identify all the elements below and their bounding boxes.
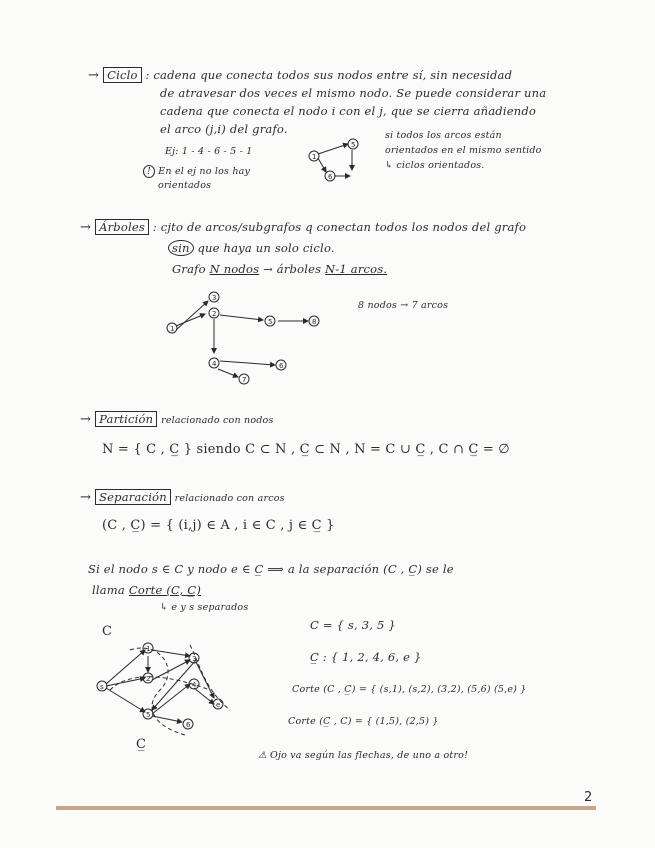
arboles-line-2: sin que haya un solo ciclo. — [168, 240, 335, 256]
arboles-line-1: → Árboles : cjto de arcos/subgrafos q conectan todos los nodos del grafo — [80, 220, 527, 235]
separacion-formula: (C , C̲) = { (i,j) ∈ A , i ∈ C , j ∈ C̲ } — [102, 518, 335, 533]
svg-text:7: 7 — [242, 376, 247, 384]
particion-formula: N = { C , C̲ } siendo C ⊂ N , C̲ ⊂ N , N = C ∪ C̲ , C ∩ C̲ = ∅ — [102, 442, 510, 457]
corte-warning: ⚠ Ojo va según las flechas, de uno a otro! — [258, 750, 469, 761]
corte-line-1: Si el nodo s ∈ C y nodo e ∈ C̲ ⟹ a la separación (C , C̲) se le — [88, 562, 454, 576]
ciclo-note-line-2: orientados — [158, 180, 212, 191]
set-c: C = { s, 3, 5 } — [310, 618, 396, 632]
arboles-term: Árboles — [95, 219, 149, 235]
right-arrow-icon: → — [80, 412, 92, 427]
corte-c-cunder: Corte (C , C̲) = { (s,1), (s,2), (3,2), (5,6) (5,e) } — [292, 684, 527, 695]
svg-text:3: 3 — [192, 655, 197, 663]
cut-graph-diagram — [90, 630, 290, 740]
graph-node-label: 6 — [328, 173, 333, 181]
corte-cunder-c: Corte (C̲ , C) = { (1,5), (2,5) } — [288, 716, 439, 727]
svg-text:6: 6 — [186, 721, 191, 729]
svg-text:3: 3 — [212, 294, 217, 302]
svg-text:5: 5 — [146, 711, 151, 719]
graph-node-label: 1 — [312, 153, 317, 161]
corte-line-2: llama Corte (C, C̲) — [92, 583, 202, 597]
separacion-term: Separación — [95, 489, 171, 505]
arboles-side-note: 8 nodos → 7 arcos — [358, 300, 449, 311]
warning-icon: ⚠ — [258, 750, 267, 761]
ciclo-note-line-1: ! En el ej no los hay — [143, 165, 250, 178]
corte-note: ↳ e y s separados — [160, 602, 249, 613]
ciclo-definition-line-1: → Ciclo : cadena que conecta todos sus nodos entre sí, sin necesidad — [88, 68, 513, 83]
svg-text:1: 1 — [170, 325, 175, 333]
svg-text:e: e — [216, 701, 221, 709]
particion-line: → Partición relacionado con nodos — [80, 412, 274, 427]
sin-circled: sin — [168, 240, 194, 256]
tree-diagram — [150, 285, 330, 390]
ciclo-definition-line-3: cadena que conecta el nodo i con el j, que se cierra añadiendo — [160, 104, 537, 118]
page-bottom-rule — [56, 806, 596, 810]
separacion-line: → Separación relacionado con arcos — [80, 490, 285, 505]
svg-text:4: 4 — [212, 360, 217, 368]
svg-text:s: s — [100, 683, 104, 691]
ciclo-example: Ej: 1 - 4 - 6 - 5 - 1 — [165, 146, 253, 157]
ciclo-definition-line-2: de atravesar dos veces el mismo nodo. Se puede considerar una — [160, 86, 547, 100]
label-set-c-under: C̲ — [136, 737, 147, 752]
svg-text:8: 8 — [312, 318, 317, 326]
right-arrow-icon: → — [80, 220, 92, 235]
ciclo-graph-diagram — [300, 132, 380, 192]
particion-term: Partición — [95, 411, 157, 427]
exclamation-icon: ! — [143, 165, 155, 178]
page-number: 2 — [584, 790, 593, 805]
label-set-c: C — [102, 624, 113, 639]
set-c-under: C̲ : { 1, 2, 4, 6, e } — [310, 650, 422, 664]
graph-node-label: 5 — [351, 141, 356, 149]
svg-text:5: 5 — [268, 318, 273, 326]
right-arrow-icon: → — [88, 68, 100, 83]
ciclo-definition-line-4: el arco (j,i) del grafo. — [160, 122, 288, 136]
svg-text:4: 4 — [192, 681, 197, 689]
right-arrow-icon: → — [80, 490, 92, 505]
svg-text:1: 1 — [146, 645, 151, 653]
ciclo-oriented-line-1: si todos los arcos están — [385, 130, 502, 141]
arboles-line-3: Grafo N nodos → árboles N-1 arcos. — [172, 262, 388, 276]
svg-text:2: 2 — [146, 675, 151, 683]
ciclo-oriented-line-2: orientados en el mismo sentido — [385, 145, 542, 156]
svg-text:6: 6 — [279, 362, 284, 370]
ciclo-oriented-line-3: ↳ ciclos orientados. — [385, 160, 485, 171]
ciclo-term: Ciclo — [103, 67, 142, 83]
svg-text:2: 2 — [212, 310, 217, 318]
